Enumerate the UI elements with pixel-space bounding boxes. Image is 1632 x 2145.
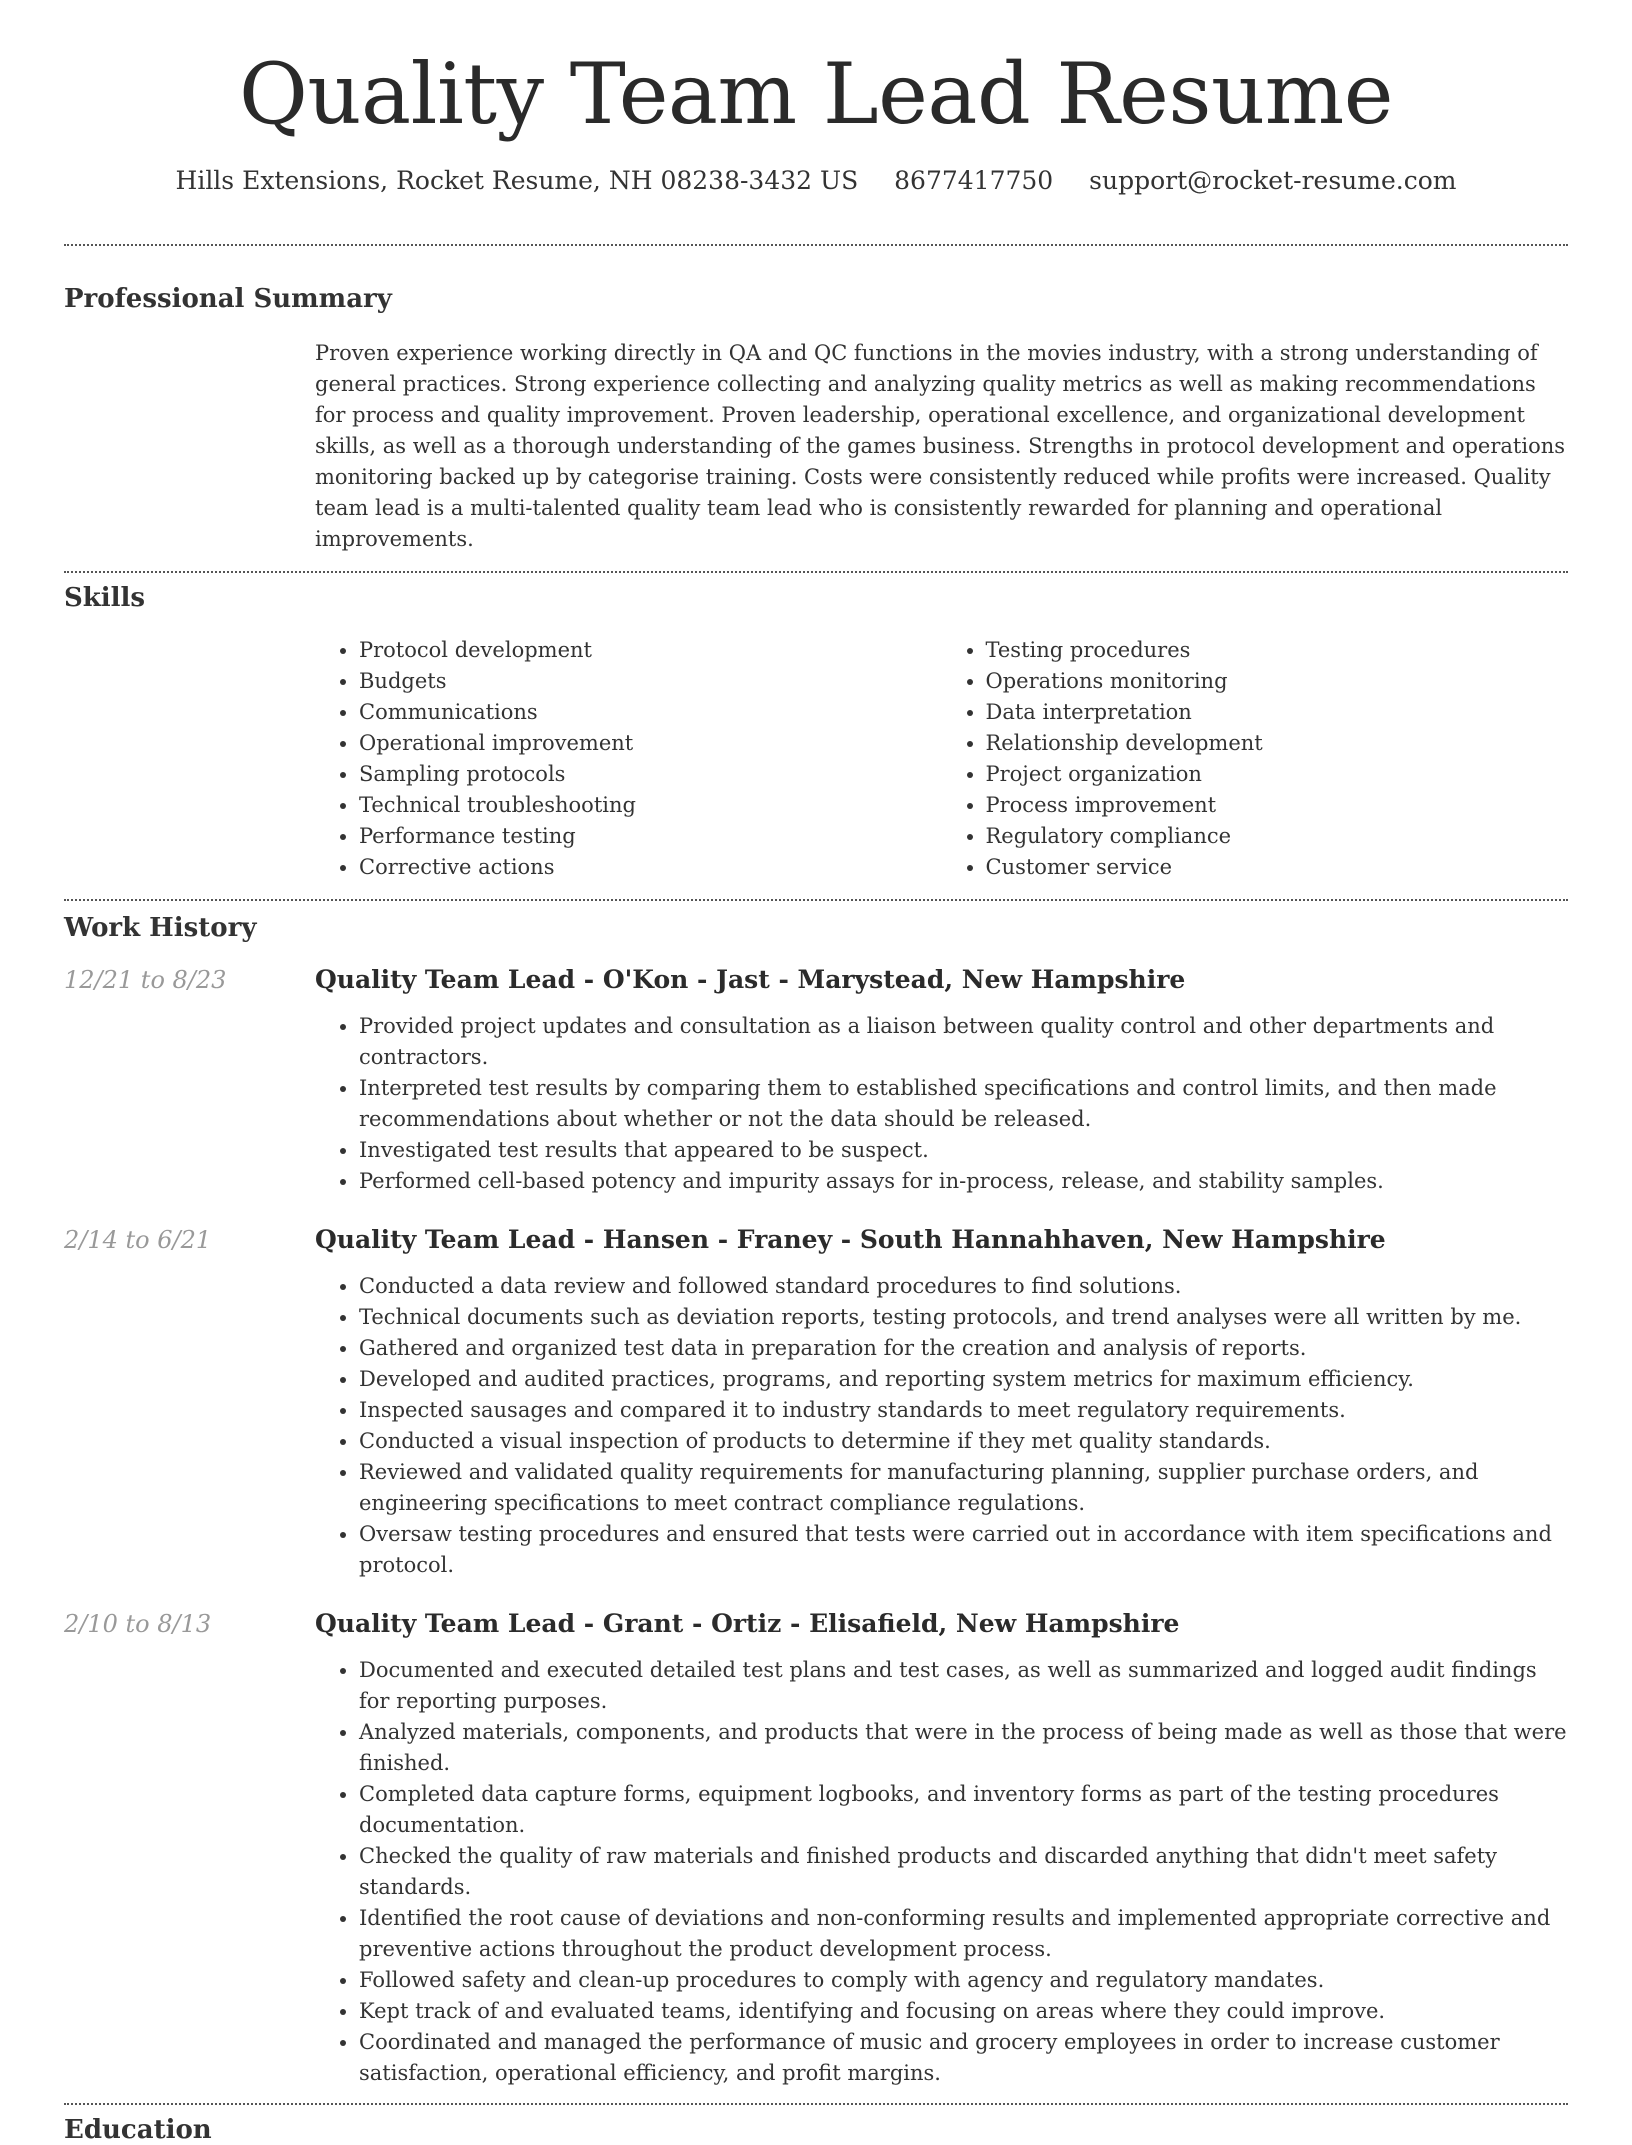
skill-item: • Performance testing	[359, 821, 942, 852]
section-title-education: Education	[64, 2115, 212, 2145]
skill-item: • Relationship development	[986, 728, 1569, 759]
skills-columns	[315, 635, 1568, 883]
job-title: Quality Team Lead - Hansen - Franey - South Hannahhaven, New Hampshire	[315, 1225, 1386, 1254]
job-bullet: • Checked the quality of raw materials and finished products and discarded anything that didn't meet safety standards.	[359, 1841, 1568, 1903]
section-title-skills: Skills	[64, 583, 146, 613]
job-bullet: • Reviewed and validated quality requirements for manufacturing planning, supplier purchase orders, and engineering specifications to meet contract compliance regulations.	[359, 1457, 1568, 1519]
section-title-summary: Professional Summary	[64, 284, 392, 314]
summary-text: Proven experience working directly in QA and QC functions in the movies industry, with a strong understanding of general practices. Strong experience collecting and analyzing quality metrics as well as making recommendations for process and quality improvement. Proven leadership, operational excellence, and organizational development skills, as well as a thorough understanding of the games business. Strengths in protocol development and operations monitoring backed up by categorise training. Costs were consistently reduced while profits were increased. Quality team lead is a multi-talented quality team lead who is consistently rewarded for planning and operational improvements.	[315, 341, 1566, 551]
resume-page	[64, 0, 1568, 2145]
section-skills	[64, 573, 1568, 883]
skill-item: • Budgets	[359, 666, 942, 697]
section-education	[64, 2105, 1568, 2145]
resume-header	[64, 0, 1568, 196]
resume-title: Quality Team Lead Resume	[239, 45, 1393, 143]
job-bullets	[315, 1011, 1568, 1197]
job-bullet: • Technical documents such as deviation reports, testing protocols, and trend analyses were all written by me.	[359, 1302, 1568, 1333]
job-bullets	[315, 1655, 1568, 2089]
skill-item: • Regulatory compliance	[986, 821, 1569, 852]
job-bullet: • Documented and executed detailed test plans and test cases, as well as summarized and logged audit findings for reporting purposes.	[359, 1655, 1568, 1717]
job-bullet: • Kept track of and evaluated teams, identifying and focusing on areas where they could improve.	[359, 1996, 1568, 2027]
job-bullet: • Completed data capture forms, equipment logbooks, and inventory forms as part of the testing procedures documentation.	[359, 1779, 1568, 1841]
skill-item: • Customer service	[986, 852, 1569, 883]
skill-item: • Corrective actions	[359, 852, 942, 883]
skill-item: • Sampling protocols	[359, 759, 942, 790]
job-bullet: • Provided project updates and consultation as a liaison between quality control and other departments and contractors.	[359, 1011, 1568, 1073]
skill-item: • Operations monitoring	[986, 666, 1569, 697]
job-bullet: • Coordinated and managed the performance of music and grocery employees in order to increase customer satisfaction, operational efficiency, and profit margins.	[359, 2027, 1568, 2089]
job-entry	[64, 963, 1568, 1197]
contact-address: Hills Extensions, Rocket Resume, NH 08238-3432 US	[175, 166, 859, 195]
skill-item: • Technical troubleshooting	[359, 790, 942, 821]
job-bullet: • Oversaw testing procedures and ensured that tests were carried out in accordance with item specifications and protocol.	[359, 1519, 1568, 1581]
job-bullet: • Inspected sausages and compared it to industry standards to meet regulatory requirements.	[359, 1395, 1568, 1426]
job-bullet: • Performed cell-based potency and impurity assays for in-process, release, and stability samples.	[359, 1166, 1568, 1197]
skill-item: • Protocol development	[359, 635, 942, 666]
job-dates: 2/14 to 6/21	[64, 1226, 212, 1254]
skill-item: • Project organization	[986, 759, 1569, 790]
contact-line	[64, 166, 1568, 196]
skill-item: • Process improvement	[986, 790, 1569, 821]
job-entry	[64, 1223, 1568, 1581]
job-bullet: • Conducted a visual inspection of products to determine if they met quality standards.	[359, 1426, 1568, 1457]
job-bullet: • Analyzed materials, components, and products that were in the process of being made as well as those that were finished.	[359, 1717, 1568, 1779]
job-title: Quality Team Lead - Grant - Ortiz - Elisafield, New Hampshire	[315, 1609, 1180, 1638]
section-work-history	[64, 901, 1568, 2089]
skills-list-left	[315, 635, 942, 883]
job-bullet: • Followed safety and clean-up procedures to comply with agency and regulatory mandates.	[359, 1965, 1568, 1996]
contact-email: support@rocket-resume.com	[1089, 166, 1457, 195]
section-summary	[64, 246, 1568, 555]
job-bullet: • Identified the root cause of deviations and non-conforming results and implemented appropriate corrective and preventive actions throughout the product development process.	[359, 1903, 1568, 1965]
job-title: Quality Team Lead - O'Kon - Jast - Marystead, New Hampshire	[315, 965, 1186, 994]
job-bullet: • Gathered and organized test data in preparation for the creation and analysis of reports.	[359, 1333, 1568, 1364]
skills-list-right	[942, 635, 1569, 883]
contact-phone: 8677417750	[894, 166, 1054, 195]
job-bullet: • Investigated test results that appeared to be suspect.	[359, 1135, 1568, 1166]
job-bullet: • Conducted a data review and followed standard procedures to find solutions.	[359, 1271, 1568, 1302]
skill-item: • Communications	[359, 697, 942, 728]
skill-item: • Testing procedures	[986, 635, 1569, 666]
job-entry	[64, 1607, 1568, 2089]
skill-item: • Data interpretation	[986, 697, 1569, 728]
job-bullet: • Interpreted test results by comparing them to established specifications and control limits, and then made recommendations about whether or not the data should be released.	[359, 1073, 1568, 1135]
skill-item: • Operational improvement	[359, 728, 942, 759]
job-dates: 12/21 to 8/23	[64, 966, 227, 994]
job-dates: 2/10 to 8/13	[64, 1610, 212, 1638]
job-bullets	[315, 1271, 1568, 1581]
job-bullet: • Developed and audited practices, programs, and reporting system metrics for maximum efficiency.	[359, 1364, 1568, 1395]
section-title-work: Work History	[64, 913, 257, 943]
